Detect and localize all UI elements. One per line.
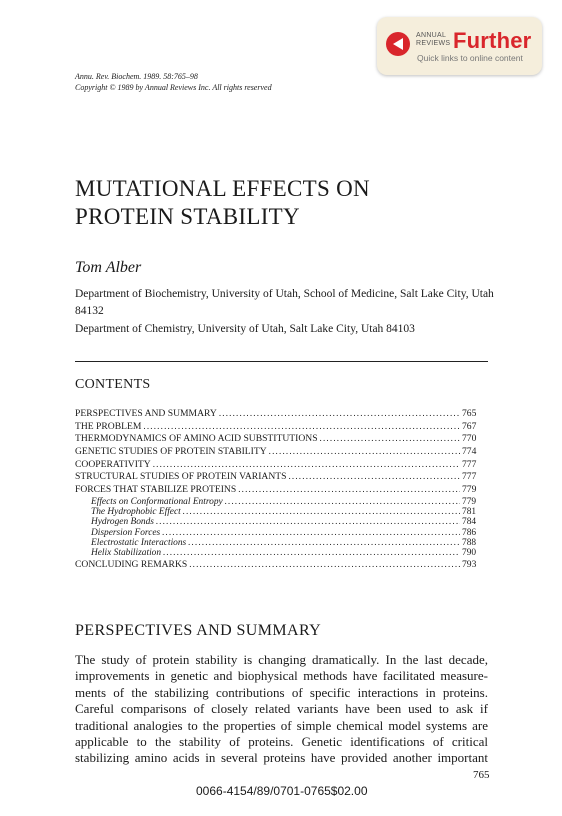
toc-page: 790 — [462, 548, 477, 558]
body-line: traditional analogies to the properties of simple chemical model systems are — [75, 717, 488, 733]
toc-label: THE PROBLEM — [75, 420, 142, 432]
toc-subentry[interactable] — [75, 516, 488, 526]
toc-entry[interactable] — [75, 432, 488, 445]
toc-leader — [188, 537, 460, 547]
toc-leader — [189, 558, 460, 571]
toc-page: 765 — [462, 408, 477, 419]
body-line: improvements in genetic and biophysical methods have facilitated measure- — [75, 668, 488, 684]
further-banner[interactable] — [377, 17, 542, 75]
reviews-label: REVIEWS — [416, 40, 451, 47]
contents-heading: CONTENTS — [75, 377, 151, 392]
further-label: Further — [453, 28, 532, 53]
toc-leader — [183, 506, 460, 516]
toc-label: CONCLUDING REMARKS — [75, 558, 188, 570]
body-line: Careful comparisons of closely related variants have been used to ask if — [75, 701, 488, 717]
toc-leader — [225, 496, 460, 506]
toc-entry[interactable] — [75, 420, 488, 433]
body-line: The study of protein stability is changing dramatically. In the last decade, — [75, 652, 488, 667]
toc-page: 779 — [462, 484, 477, 496]
toc-entry[interactable] — [75, 445, 488, 458]
toc-subentry[interactable] — [75, 496, 488, 506]
title-line-1: MUTATIONAL EFFECTS ON — [75, 176, 370, 201]
toc-entry[interactable] — [75, 558, 488, 571]
toc-leader — [153, 458, 460, 471]
toc-label: GENETIC STUDIES OF PROTEIN STABILITY — [75, 446, 267, 458]
toc-leader — [156, 516, 460, 526]
toc-page: 781 — [462, 507, 477, 517]
table-of-contents — [75, 407, 488, 570]
toc-label: Hydrogen Bonds — [91, 517, 154, 527]
toc-label: Electrostatic Interactions — [91, 538, 187, 548]
annual-reviews-logo-icon — [386, 32, 410, 56]
toc-leader — [238, 483, 460, 496]
toc-leader — [288, 470, 460, 483]
toc-leader — [163, 547, 460, 557]
toc-entry[interactable] — [75, 458, 488, 471]
affiliation-1: Department of Biochemistry, University of Utah, School of Medicine, Salt Lake City, Utah 84132 — [75, 288, 494, 317]
toc-subentry[interactable] — [75, 547, 488, 557]
annual-reviews-wordmark — [416, 32, 450, 48]
toc-leader — [320, 432, 460, 445]
toc-page: 786 — [462, 527, 477, 537]
toc-label: Effects on Conformational Entropy — [91, 496, 223, 507]
page-number: 765 — [473, 769, 490, 781]
toc-label: The Hydrophobic Effect — [91, 507, 181, 517]
author-name: Tom Alber — [75, 259, 142, 276]
toc-subentry[interactable] — [75, 537, 488, 547]
toc-page: 774 — [462, 446, 477, 458]
body-line: stabilizing amino acids in several proteins have provided another important — [75, 750, 488, 766]
toc-page: 777 — [462, 458, 477, 470]
toc-entry[interactable] — [75, 470, 488, 483]
price-code: 0066-4154/89/0701-0765$02.00 — [196, 784, 368, 798]
toc-label: STRUCTURAL STUDIES OF PROTEIN VARIANTS — [75, 471, 287, 483]
toc-leader — [143, 420, 460, 433]
toc-entry[interactable] — [75, 483, 488, 496]
divider — [75, 361, 488, 362]
article-title — [75, 175, 370, 231]
body-line: ments of the stabilizing contributions of specific interactions in proteins. — [75, 684, 488, 700]
toc-subentry[interactable] — [75, 527, 488, 537]
toc-leader — [269, 445, 460, 458]
affiliation-2: Department of Chemistry, University of Utah, Salt Lake City, Utah 84103 — [75, 323, 415, 335]
body-paragraph — [75, 652, 488, 767]
toc-page: 779 — [462, 496, 477, 507]
toc-page: 788 — [462, 538, 477, 548]
toc-label: PERSPECTIVES AND SUMMARY — [75, 408, 217, 419]
quick-links-label[interactable]: Quick links to online content — [417, 53, 523, 63]
annual-label: ANNUAL — [416, 32, 447, 39]
toc-label: COOPERATIVITY — [75, 458, 151, 470]
toc-label: Helix Stabilization — [91, 548, 162, 558]
toc-label: Dispersion Forces — [91, 527, 161, 537]
toc-leader — [162, 527, 460, 537]
toc-label: FORCES THAT STABILIZE PROTEINS — [75, 484, 237, 496]
toc-page: 777 — [462, 471, 477, 483]
toc-page: 784 — [462, 517, 477, 527]
toc-entry[interactable] — [75, 407, 488, 420]
title-line-2: PROTEIN STABILITY — [75, 204, 300, 229]
section-heading: PERSPECTIVES AND SUMMARY — [75, 622, 322, 639]
journal-citation: Annu. Rev. Biochem. 1989. 58:765–98 — [75, 72, 198, 81]
copyright-line: Copyright © 1989 by Annual Reviews Inc. All rights reserved — [75, 83, 272, 92]
toc-page: 767 — [462, 420, 477, 432]
toc-page: 770 — [462, 433, 477, 445]
toc-subentry[interactable] — [75, 506, 488, 516]
toc-page: 793 — [462, 558, 477, 570]
body-line: applicable to the stability of proteins. Genetic identifications of critical — [75, 734, 488, 750]
toc-leader — [219, 407, 460, 420]
toc-label: THERMODYNAMICS OF AMINO ACID SUBSTITUTIONS — [75, 433, 318, 445]
